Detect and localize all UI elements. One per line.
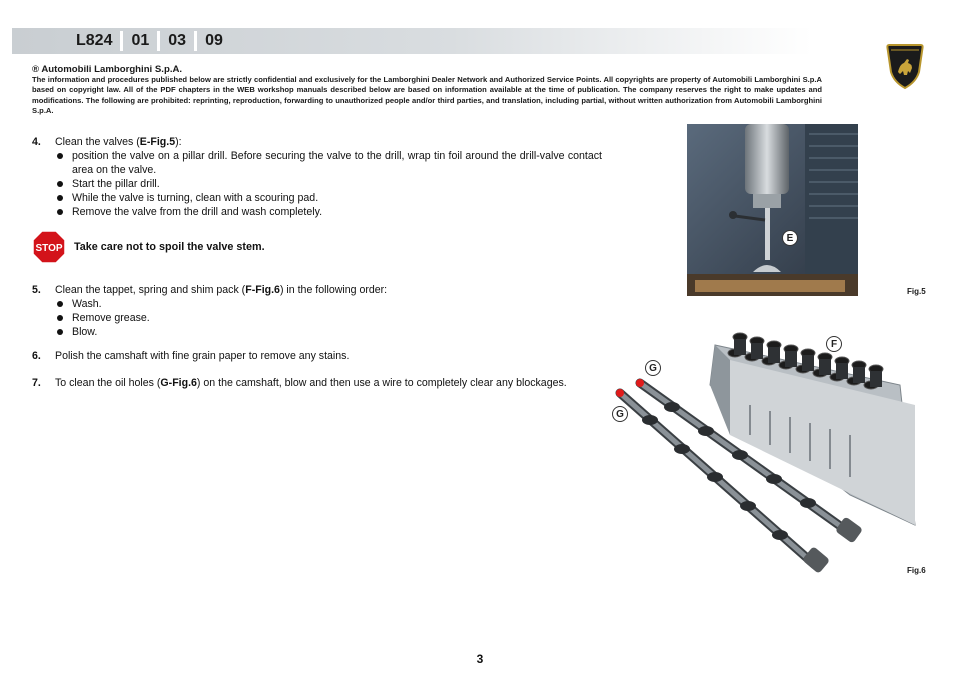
page-number: 3 [476, 652, 484, 666]
figure-reference: F-Fig.6 [245, 284, 280, 296]
list-item: Wash. [55, 297, 602, 311]
step-6 [32, 349, 602, 363]
step-number: 4. [32, 136, 41, 148]
figure-reference: G-Fig.6 [160, 377, 197, 389]
list-item: Start the pillar drill. [55, 177, 602, 191]
step-4: 4. Clean the valves (E-Fig.5): position the valve on a pillar drill. Before securing the valve to the drill, wrap tin foil around the drill-valve contact area on the valve. Start the pillar drill. While the valve is turning, clean with a scouring pad. Remove the valve from the drill and wash completely. [32, 136, 602, 218]
step-number: 5. [32, 284, 41, 296]
step-7: 7. To clean the oil holes (G-Fig.6) on the camshaft, blow and then use a wire to completely clear any blockages. [32, 377, 567, 389]
step-5: 5. Clean the tappet, spring and shim pack (F-Fig.6) in the following order: Wash. Remove grease. Blow. [32, 283, 602, 339]
code-group: 01 [131, 32, 150, 49]
step-text: Polish the camshaft with fine grain paper to remove any stains. [55, 350, 350, 362]
step-intro: Clean the valves ( [55, 136, 140, 148]
step-number: 7. [32, 377, 41, 389]
callout-f: F [826, 336, 842, 352]
list-item: Blow. [55, 325, 602, 339]
legal-notice [32, 64, 822, 116]
fig5-photo [687, 124, 858, 296]
callout-g-lower: G [612, 406, 628, 422]
code-model: L824 [76, 32, 113, 49]
code-subgroup: 03 [168, 32, 187, 49]
step-intro: Clean the tappet, spring and shim pack ( [55, 284, 246, 296]
document-codes [68, 30, 231, 52]
step-5-bullets [32, 297, 602, 339]
fig6-label: Fig.6 [907, 566, 926, 575]
brand-copyright: ® Automobili Lamborghini S.p.A. [32, 64, 183, 75]
list-item: position the valve on a pillar drill. Before securing the valve to the drill, wrap tin foil around the drill-valve contact area on the valve. [55, 149, 602, 177]
svg-text:STOP: STOP [35, 243, 63, 254]
warning-text: Take care not to spoil the valve stem. [74, 241, 265, 253]
figure-reference: E-Fig.5 [139, 136, 176, 148]
list-item: Remove the valve from the drill and wash completely. [55, 205, 602, 219]
step-text: To clean the oil holes ( [55, 377, 161, 389]
stop-sign-icon [32, 230, 66, 264]
warning-note [32, 230, 265, 264]
callout-g-upper: G [645, 360, 661, 376]
step-number: 6. [32, 350, 41, 362]
step-4-bullets [32, 149, 602, 219]
lamborghini-shield-logo [885, 42, 925, 90]
callout-e: E [782, 230, 798, 246]
list-item: While the valve is turning, clean with a scouring pad. [55, 191, 602, 205]
fig5-label: Fig.5 [907, 287, 926, 296]
code-section: 09 [205, 32, 223, 49]
legal-text: The information and procedures published below are strictly confidential and exclusively for the Lamborghini Dealer Network and Authorized Service Points. All copyrights are property of Automobili Lamborghini S.p.A based on copyright law. All of the PDF chapters in the WEB workshop manuals described below are based on information available at the time of publication. The company reserves the right to make updates and modifications. The following are prohibited: reprinting, reproduction, forwarding to unauthorized people and/or third parties, and translation, including partial, without written authorization from Automobili Lamborghini S.p.A. [32, 75, 822, 115]
list-item: Remove grease. [55, 311, 602, 325]
